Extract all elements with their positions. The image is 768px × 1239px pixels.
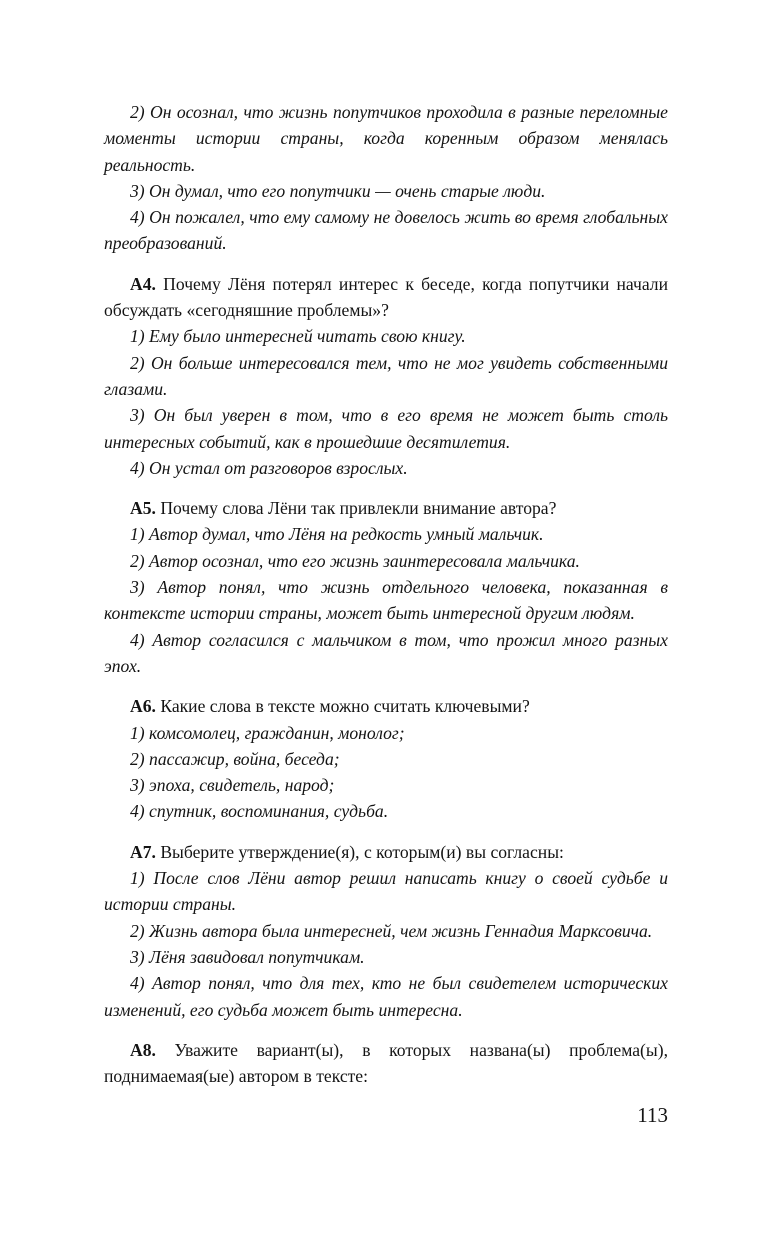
- option-a7-2: 2) Жизнь автора была интересней, чем жизнь Геннадия Марксовича.: [130, 920, 653, 941]
- question-number: А7.: [130, 841, 156, 862]
- option-a3-2: 2) Он осознал, что жизнь попутчиков проходила в разные переломные моменты истории страны, когда коренным образом менялась реальность.: [104, 102, 668, 175]
- question-text: Уважите вариант(ы), в которых названа(ы) проблема(ы), поднимаемая(ые) автором в тексте:: [104, 1039, 668, 1087]
- option-a6-1: 1) комсомолец, гражданин, монолог;: [130, 722, 405, 743]
- option-a7-4: 4) Автор понял, что для тех, кто не был свидетелем исторических изменений, его судьба может быть интересна.: [104, 973, 668, 1020]
- option-a4-1: 1) Ему было интересней читать свою книгу.: [130, 326, 466, 347]
- question-a6: [104, 693, 668, 719]
- option-a7-1: 1) После слов Лёни автор решил написать книгу о своей судьбе и истории страны.: [104, 868, 668, 915]
- question-number: А6.: [130, 696, 156, 717]
- option-a5-2: 2) Автор осознал, что его жизнь заинтересовала мальчика.: [130, 550, 580, 571]
- question-number: А8.: [130, 1039, 156, 1060]
- question-text: Какие слова в тексте можно считать ключевыми?: [160, 696, 530, 717]
- question-number: А5.: [130, 498, 156, 519]
- question-text: Почему слова Лёни так привлекли внимание автора?: [160, 498, 557, 519]
- option-a3-4: 4) Он пожалел, что ему самому не довелось жить во время глобальных преобразований.: [104, 207, 668, 254]
- option-a6-3: 3) эпоха, свидетель, народ;: [130, 775, 335, 796]
- page-content: [104, 99, 668, 1089]
- question-a7: [104, 839, 668, 865]
- question-a8: [104, 1037, 668, 1090]
- option-a6-4: 4) спутник, воспоминания, судьба.: [130, 801, 389, 822]
- question-text: Почему Лёня потерял интерес к беседе, когда попутчики начали обсуждать «сегодняшние проблемы»?: [104, 273, 668, 321]
- option-a5-3: 3) Автор понял, что жизнь отдельного человека, показанная в контексте истории страны, может быть интересной другим людям.: [104, 577, 668, 624]
- option-a6-2: 2) пассажир, война, беседа;: [130, 748, 340, 769]
- question-a5: [104, 495, 668, 521]
- question-text: Выберите утверждение(я), с которым(и) вы согласны:: [160, 841, 564, 862]
- option-a4-2: 2) Он больше интересовался тем, что не мог увидеть собственными глазами.: [104, 352, 668, 399]
- option-a5-4: 4) Автор согласился с мальчиком в том, что прожил много разных эпох.: [104, 629, 668, 676]
- question-a4: [104, 271, 668, 324]
- option-a4-4: 4) Он устал от разговоров взрослых.: [130, 457, 408, 478]
- page-number: 113: [637, 1103, 668, 1127]
- option-a3-3: 3) Он думал, что его попутчики — очень старые люди.: [130, 180, 546, 201]
- option-a5-1: 1) Автор думал, что Лёня на редкость умный мальчик.: [130, 524, 544, 545]
- option-a7-3: 3) Лёня завидовал попутчикам.: [130, 946, 365, 967]
- option-a4-3: 3) Он был уверен в том, что в его время не может быть столь интересных событий, как в прошедшие десятилетия.: [104, 405, 668, 452]
- question-number: А4.: [130, 273, 156, 294]
